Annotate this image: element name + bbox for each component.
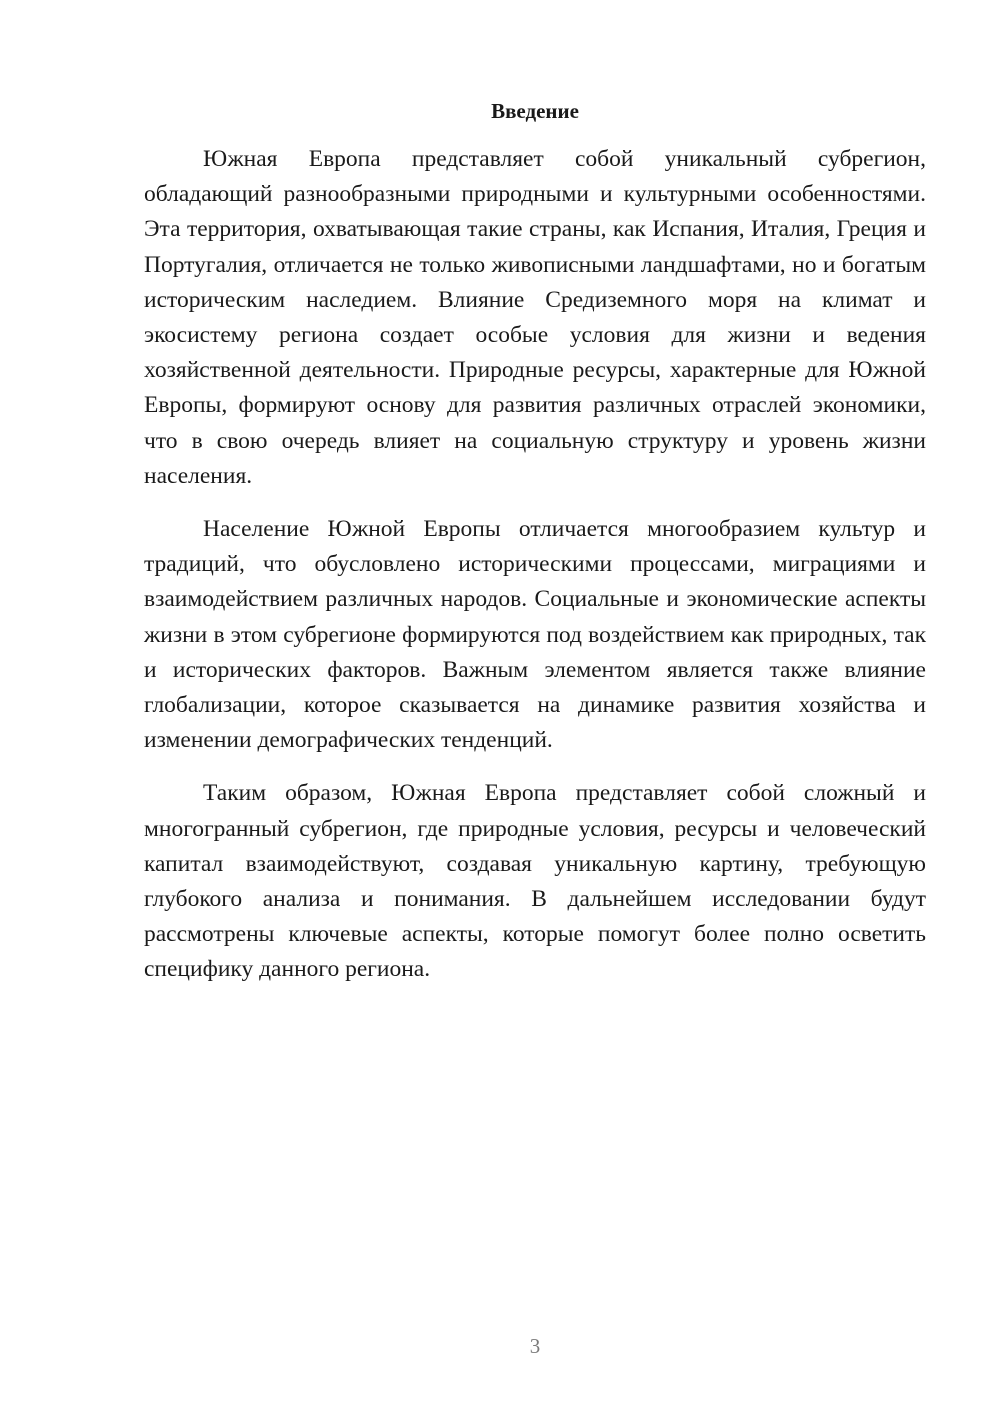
- page-number: 3: [529, 1334, 541, 1358]
- section-title: Введение: [491, 99, 579, 123]
- body-text: [144, 142, 926, 1006]
- paragraph-1: Южная Европа представляет собой уникальный субрегион, обладающий разнообразными природными и культурными особенностями. Эта территория, охватывающая такие страны, как Испания, Италия, Греция и Португалия, отличается не только живописными ландшафтами, но и богатым историческим наследием. Влияние Средиземного моря на климат и экосистему региона создает особые условия для жизни и ведения хозяйственной деятельности. Природные ресурсы, характерные для Южной Европы, формируют основу для развития различных отраслей экономики, что в свою очередь влияет на социальную структуру и уровень жизни населения.: [144, 146, 926, 489]
- paragraph-2: Население Южной Европы отличается многообразием культур и традиций, что обусловлено историческими процессами, миграциями и взаимодействием различных народов. Социальные и экономические аспекты жизни в этом субрегионе формируются под воздействием как природных, так и исторических факторов. Важным элементом является также влияние глобализации, которое сказывается на динамике развития хозяйства и изменении демографических тенденций.: [144, 516, 926, 754]
- paragraph-3: Таким образом, Южная Европа представляет собой сложный и многогранный субрегион, где природные условия, ресурсы и человеческий капитал взаимодействуют, создавая уникальную картину, требующую глубокого анализа и понимания. В дальнейшем исследовании будут рассмотрены ключевые аспекты, которые помогут более полно осветить специфику данного региона.: [144, 780, 926, 983]
